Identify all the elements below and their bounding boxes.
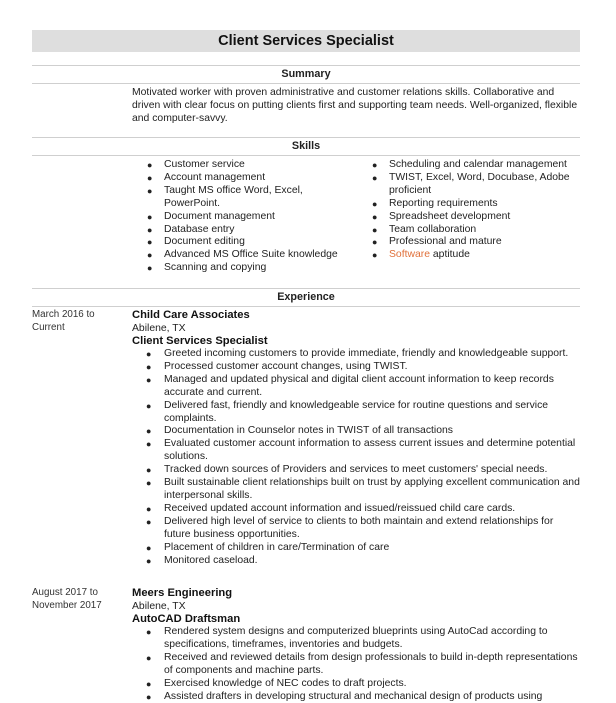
job-company: Meers Engineering: [132, 587, 233, 599]
skill-item: ● Taught MS office Word, Excel, PowerPoint.: [147, 184, 303, 209]
skill-item: ● TWIST, Excel, Word, Docubase, Adobe proficient: [372, 171, 570, 196]
skills-heading: Skills: [32, 137, 580, 156]
job-role: AutoCAD Draftsman: [132, 613, 241, 625]
duty-item: ● Exercised knowledge of NEC codes to draft projects.: [146, 677, 407, 689]
skill-item: ● Reporting requirements: [372, 197, 498, 209]
duty-item: ● Delivered fast, friendly and knowledgeable service for routine questions and service complaints.: [146, 399, 549, 424]
skill-item: ● Team collaboration: [372, 223, 477, 235]
job-date: March 2016 to Current: [32, 309, 95, 333]
duty-item: ● Delivered high level of service to clients to both maintain and extend relationships for future business opportunities.: [146, 515, 554, 540]
skill-item: ● Spreadsheet development: [372, 210, 511, 222]
duty-item: ● Greeted incoming customers to provide immediate, friendly and knowledgeable support.: [146, 348, 569, 359]
skill-item: ● Account management: [147, 171, 266, 183]
duty-item: ● Evaluated customer account information to assess current issues and determine potential solutions.: [146, 438, 576, 463]
job-entry: [132, 587, 580, 703]
skill-item: ● Customer service: [147, 159, 245, 170]
duty-item: ● Documentation in Counselor notes in TWIST of all transactions: [146, 425, 453, 437]
job-date: August 2017 to November 2017: [32, 587, 102, 611]
duty-item: ● Assisted drafters in developing structural and mechanical design of products using: [146, 690, 543, 702]
duty-item: ● Received and reviewed details from design professionals to build in-depth representations of components and machine parts.: [146, 651, 578, 676]
duty-item: ● Managed and updated physical and digital client account information to keep records accurate and current.: [146, 373, 554, 398]
skill-item: ● Professional and mature: [372, 236, 502, 248]
duty-item: ● Monitored caseload.: [146, 554, 258, 566]
resume-title: Client Services Specialist: [32, 30, 580, 52]
job-location: Abilene, TX: [132, 601, 186, 612]
job-location: Abilene, TX: [132, 323, 186, 334]
duty-item: ● Tracked down sources of Providers and services to meet customers' special needs.: [146, 464, 548, 476]
experience-heading: Experience: [32, 288, 580, 307]
duty-item: ● Received updated account information and issued/reissued child care cards.: [146, 502, 516, 514]
summary-text: Motivated worker with proven administrative and customer relations skills. Collaborative and driven with clear focus on putting clients first and supporting team needs. Well-organized, flexible and computer-savvy.: [132, 87, 578, 124]
skill-item: ● Document editing: [147, 236, 245, 248]
skill-item: ● Scheduling and calendar management: [372, 159, 567, 170]
job-role: Client Services Specialist: [132, 335, 268, 347]
duty-item: ● Built sustainable client relationships built on trust by applying excellent communication and interpersonal skills.: [146, 477, 580, 501]
job-company: Child Care Associates: [132, 309, 250, 321]
duty-item: ● Processed customer account changes, using TWIST.: [146, 360, 408, 372]
skill-item: ● Document management: [147, 210, 275, 222]
skill-item: ● Scanning and copying: [147, 262, 267, 274]
skill-item: ● Software aptitude: [372, 249, 470, 261]
job-entry: [132, 309, 580, 567]
duty-item: ● Rendered system designs and computerized blueprints using AutoCad according to specifications, timeframes, inventories and budgets.: [146, 626, 548, 650]
skill-item: ● Advanced MS Office Suite knowledge: [147, 249, 338, 261]
skills-list-right: [372, 159, 581, 262]
software-link[interactable]: Software: [389, 249, 431, 261]
skill-item: ● Database entry: [147, 223, 235, 235]
job-duties: [132, 626, 580, 703]
job-duties: [132, 348, 580, 567]
summary-heading: Summary: [32, 65, 580, 84]
skills-list-left: [147, 159, 354, 275]
duty-item: ● Placement of children in care/Termination of care: [146, 541, 390, 553]
